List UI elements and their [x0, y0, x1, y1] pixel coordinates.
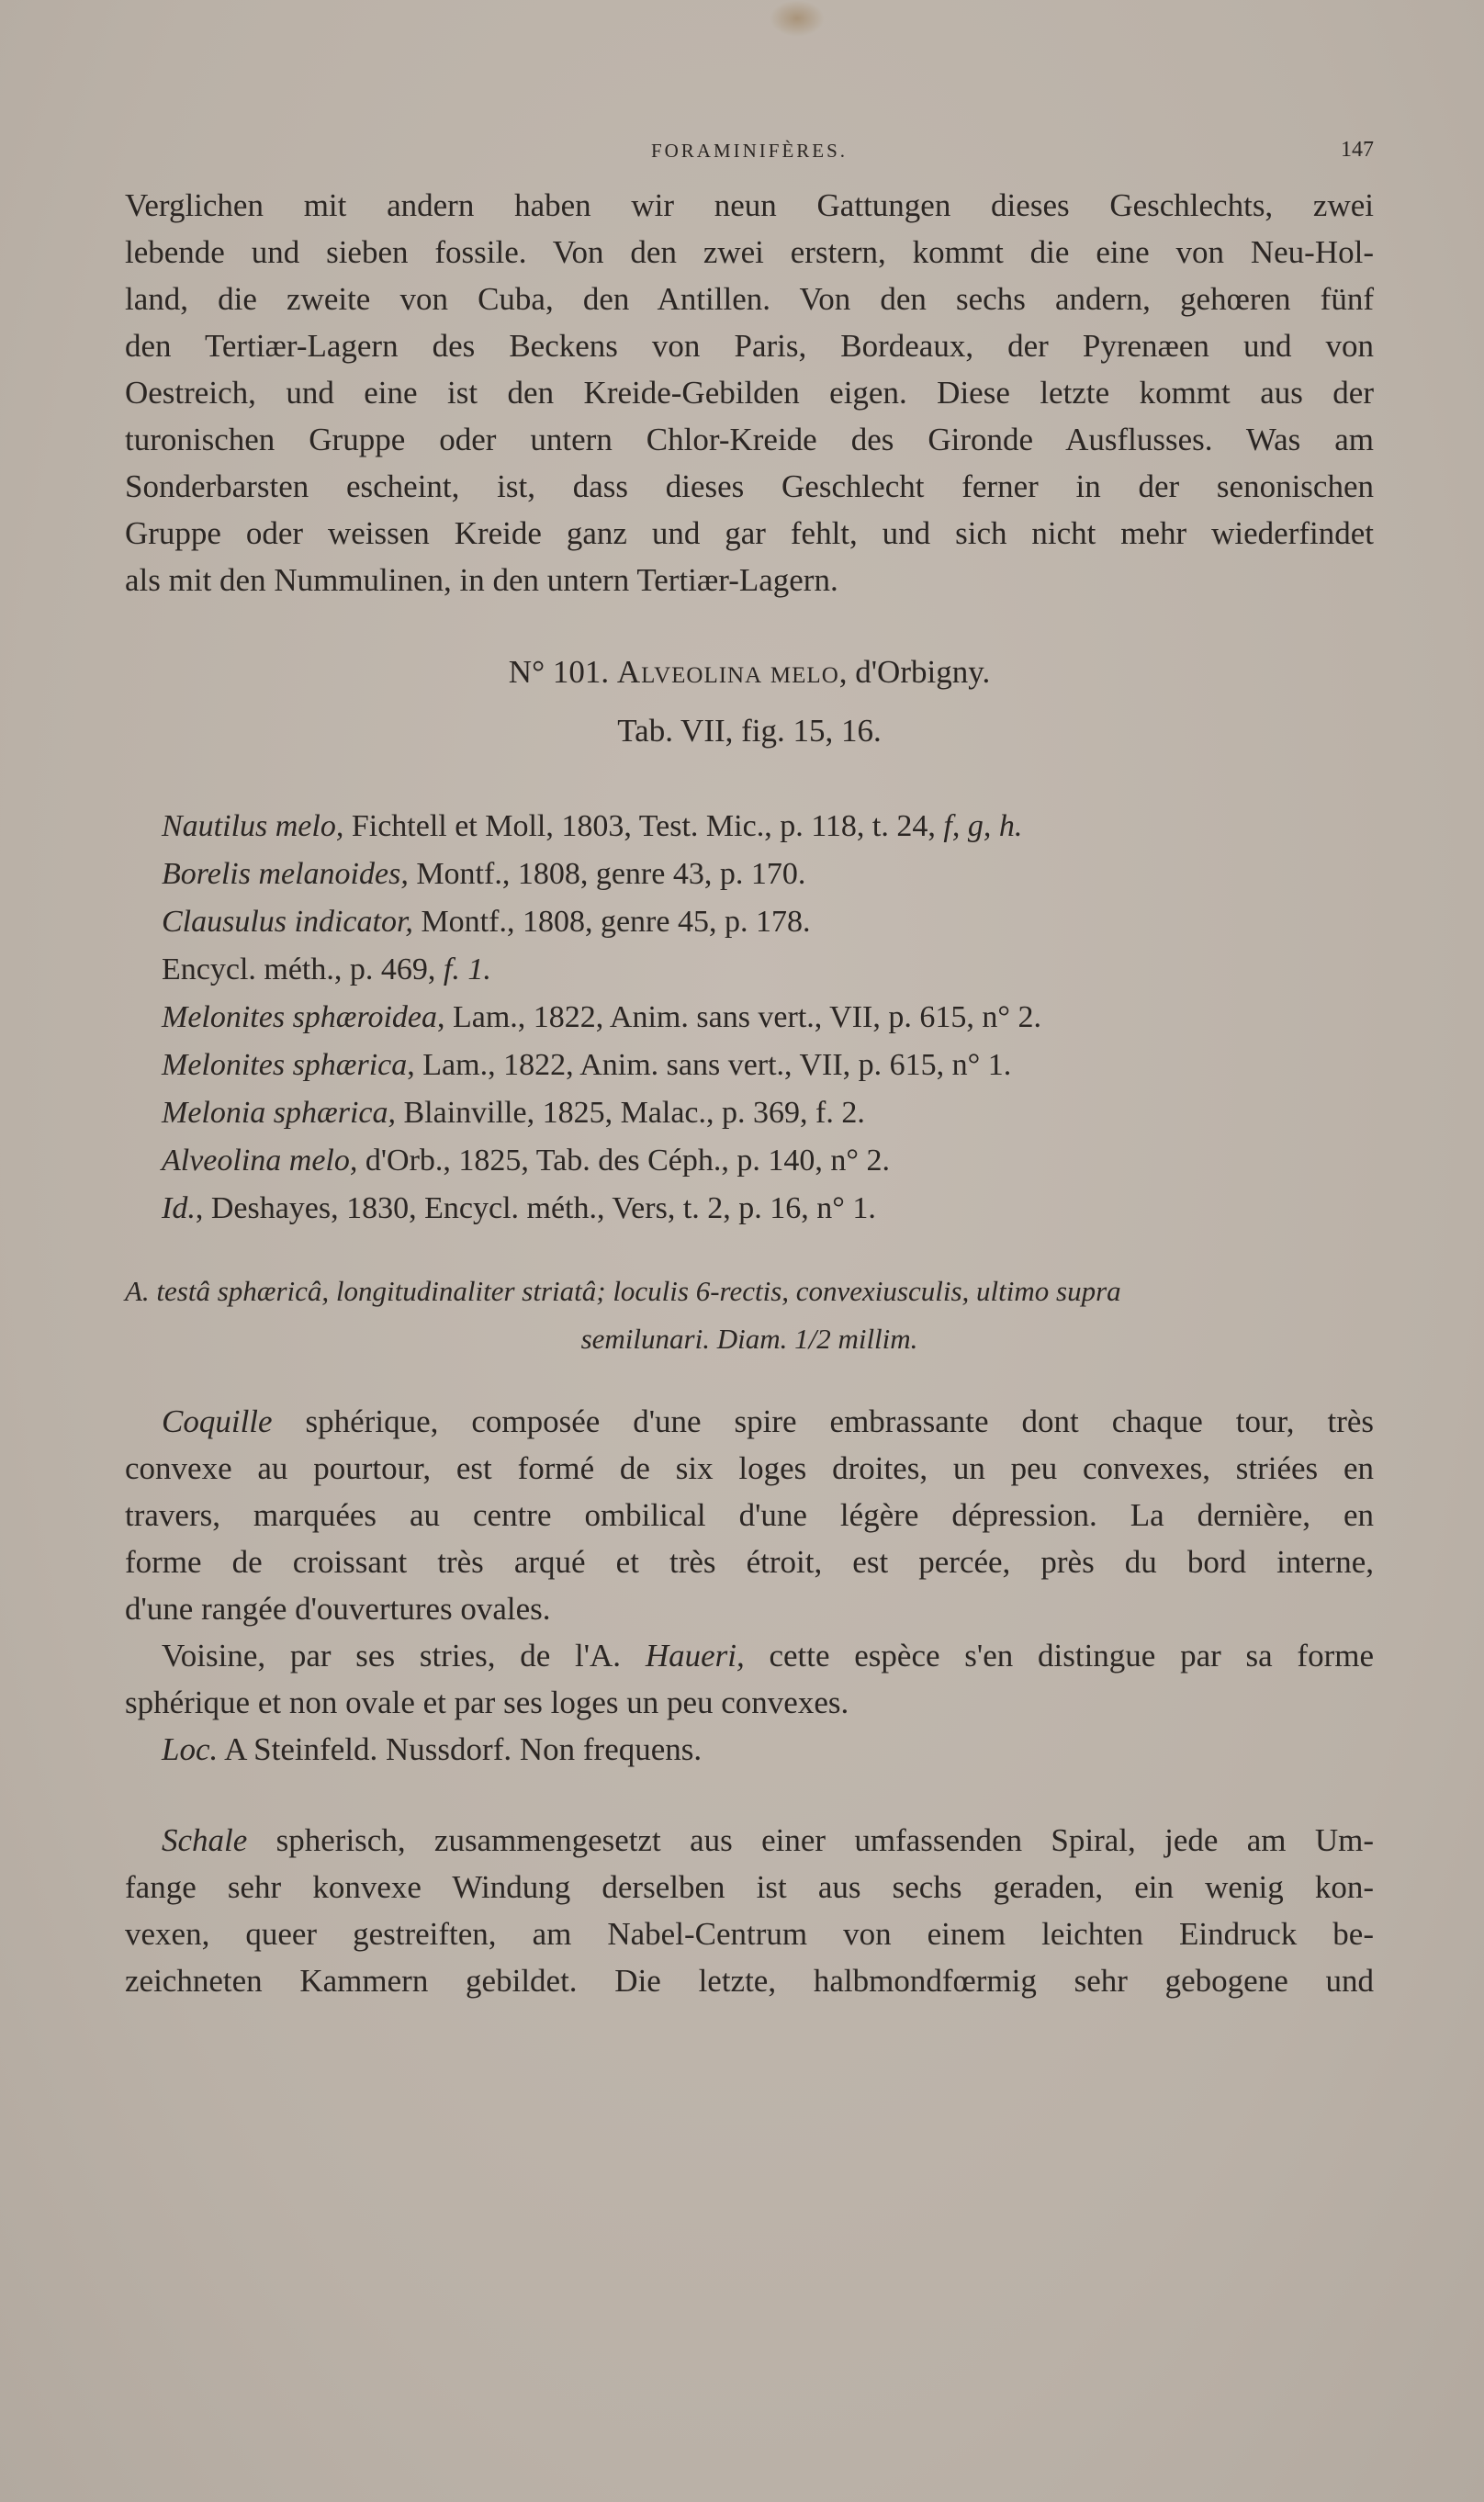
paper-stain [770, 0, 825, 37]
text-line: d'une rangée d'ouvertures ovales. [125, 1591, 551, 1627]
synonymy-entry: Borelis melanoides, Montf., 1808, genre 43, p. 170. [162, 857, 806, 891]
text-line: travers, marquées au centre ombilical d'une légère dépression. La dernière, en [125, 1497, 1374, 1533]
latin-diagnosis [125, 1268, 1374, 1363]
text-line: sphérique et non ovale et par ses loges un peu convexes. [125, 1685, 849, 1720]
synonymy-entry: Melonia sphærica, Blainville, 1825, Malac., p. 369, f. 2. [162, 1096, 865, 1130]
species-author: , d'Orbigny. [838, 654, 991, 690]
text-line: Sonderbarsten escheint, ist, dass dieses Geschlecht ferner in der senonischen [125, 468, 1374, 504]
species-number: N° 101. [508, 654, 610, 690]
text-line: Coquille sphérique, composée d'une spire embrassante dont chaque tour, très [162, 1403, 1374, 1439]
text-line: turonischen Gruppe oder untern Chlor-Kreide des Gironde Ausflusses. Was am [125, 422, 1374, 457]
text-line: convexe au pourtour, est formé de six loges droites, un peu convexes, striées en [125, 1450, 1374, 1486]
species-genus: Alveolina [616, 654, 763, 690]
synonymy-list [162, 803, 1374, 1233]
synonymy-entry: Melonites sphærica, Lam., 1822, Anim. sans vert., VII, p. 615, n° 1. [162, 1048, 1012, 1082]
text-line: land, die zweite von Cuba, den Antillen. Von den sechs andern, gehœren fünf [125, 281, 1374, 317]
text-line: zeichneten Kammern gebildet. Die letzte, halbmondfœrmig sehr gebogene und [125, 1963, 1374, 1999]
text-line: Voisine, par ses stries, de l'A. Haueri, cette espèce s'en distingue par sa forme [162, 1638, 1374, 1674]
diagnosis-line: semilunari. Diam. 1/2 millim. [580, 1323, 918, 1355]
text-line: fange sehr konvexe Windung derselben ist aus sechs geraden, ein wenig kon- [125, 1869, 1374, 1905]
synonymy-entry: Nautilus melo, Fichtell et Moll, 1803, Test. Mic., p. 118, t. 24, f, g, h. [162, 809, 1023, 843]
text-line: als mit den Nummulinen, in den untern Tertiær-Lagern. [125, 562, 838, 598]
text-line: forme de croissant très arqué et très étroit, est percée, près du bord interne, [125, 1544, 1374, 1580]
text-line: Schale spherisch, zusammengesetzt aus einer umfassenden Spiral, jede am Um- [162, 1822, 1374, 1858]
locality-line: Loc. A Steinfeld. Nussdorf. Non frequens. [162, 1731, 703, 1767]
species-heading [125, 643, 1374, 702]
plate-reference: Tab. VII, fig. 15, 16. [617, 713, 882, 749]
intro-german-paragraph [125, 182, 1374, 603]
text-line: den Tertiær-Lagern des Beckens von Paris, Bordeaux, der Pyrenæen und von [125, 328, 1374, 364]
text-line: Verglichen mit andern haben wir neun Gattungen dieses Geschlechts, zwei [125, 187, 1374, 223]
text-line: vexen, queer gestreiften, am Nabel-Centrum von einem leichten Eindruck be- [125, 1916, 1374, 1952]
text-line: lebende und sieben fossile. Von den zwei erstern, kommt die eine von Neu-Hol- [125, 234, 1374, 270]
french-description [125, 1398, 1374, 1773]
synonymy-entry: Id., Deshayes, 1830, Encycl. méth., Vers, t. 2, p. 16, n° 1. [162, 1191, 876, 1225]
german-description [125, 1817, 1374, 2004]
diagnosis-line: A. testâ sphæricâ, longitudinaliter striatâ; loculis 6-rectis, convexiusculis, ultimo supra [125, 1275, 1121, 1307]
running-head: FORAMINIFÈRES. [650, 140, 849, 162]
species-name: melo [770, 654, 839, 690]
page-header [125, 140, 1374, 176]
text-line: Gruppe oder weissen Kreide ganz und gar fehlt, und sich nicht mehr wiederfindet [125, 515, 1374, 551]
text-line: Oestreich, und eine ist den Kreide-Gebilden eigen. Diese letzte kommt aus der [125, 375, 1374, 411]
synonymy-entry: Clausulus indicator, Montf., 1808, genre 45, p. 178. [162, 905, 811, 939]
synonymy-entry: Alveolina melo, d'Orb., 1825, Tab. des Céph., p. 140, n° 2. [162, 1144, 890, 1178]
page-number: 147 [1341, 138, 1374, 162]
description-lead: Schale [162, 1822, 248, 1858]
description-lead: Coquille [162, 1403, 273, 1439]
synonymy-entry: Melonites sphæroidea, Lam., 1822, Anim. sans vert., VII, p. 615, n° 2. [162, 1000, 1041, 1034]
synonymy-entry: Encycl. méth., p. 469, f. 1. [162, 952, 491, 986]
